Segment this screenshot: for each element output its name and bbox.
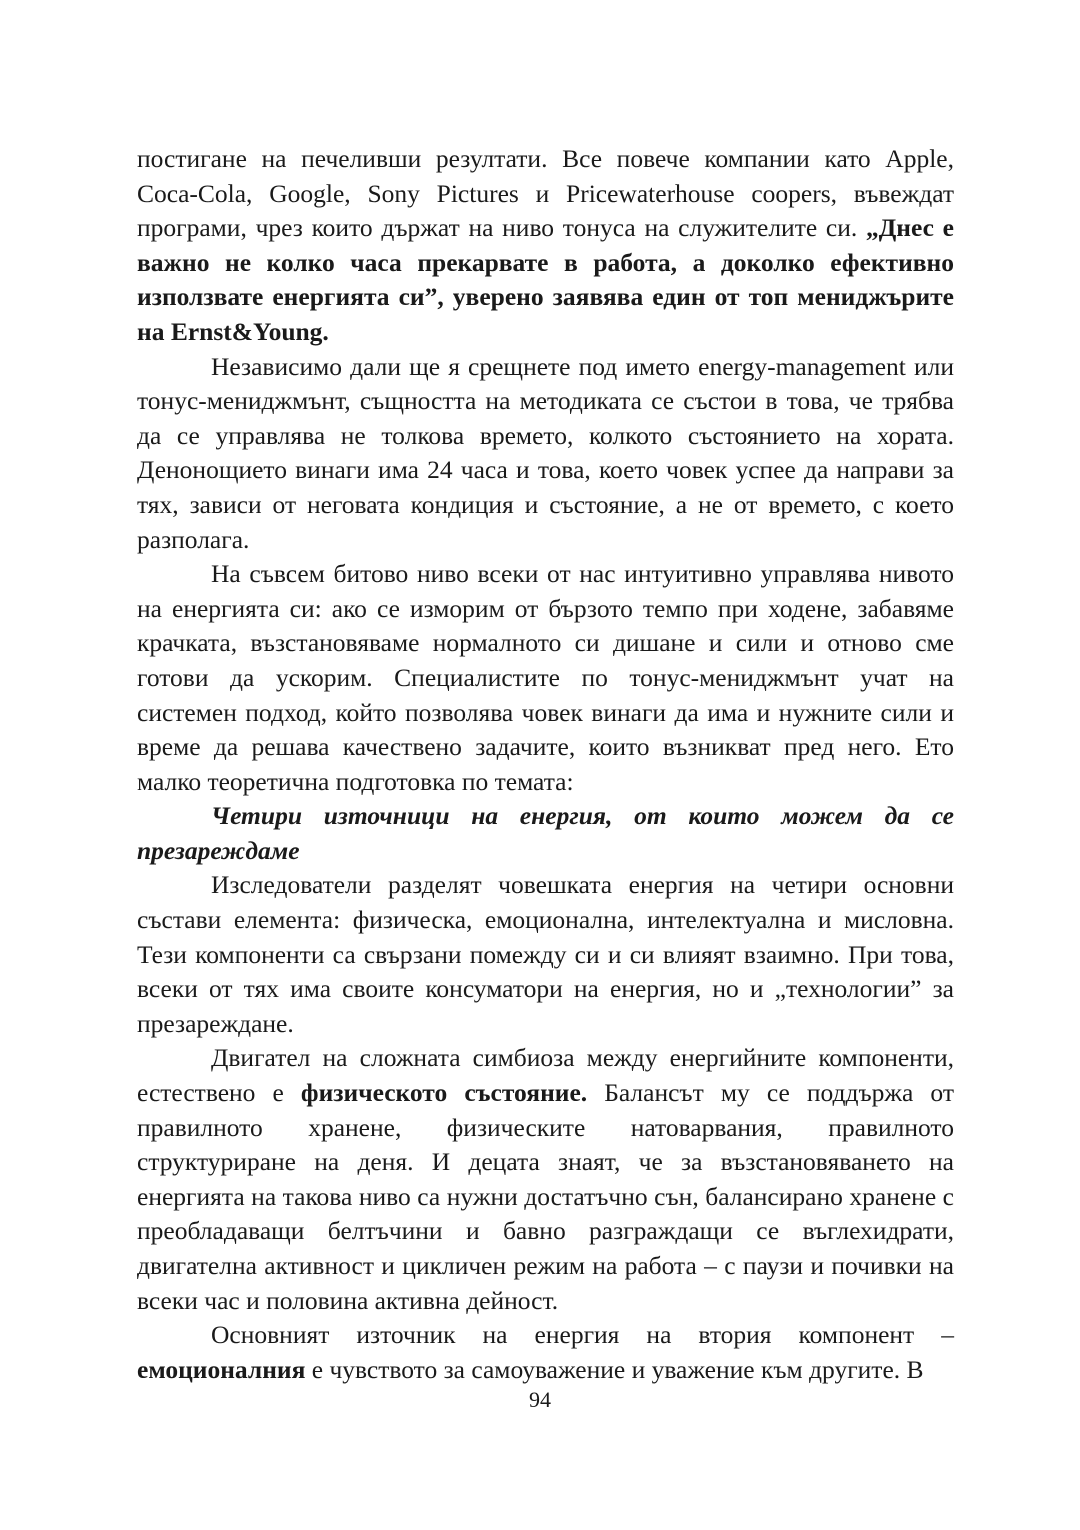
paragraph-four-components: Изследователи разделят човешката енергия на четири основни състави елемента: физическа, емоционална, интелектуална и мисловна. Тези компоненти са свързани помежду си и си влияят взаимно. При това, всеки от тях има своите консуматори на енергия, но и „технологии” за презареждане.	[137, 870, 954, 1038]
page-number: 94	[529, 1387, 551, 1412]
section-heading: Четири източници на енергия, от които можем да се презареждаме	[137, 801, 954, 865]
paragraph-text: Балансът му се поддържа от правилното хранене, физическите натоварвания, правилното структуриране на деня. И децата знаят, че за възстановяването на енергията на такова ниво са нужни достатъчно сън, балансирано хранене с преобладаващи белтъчини и бавно разграждащи се въглехидрати, двигателна активност и цикличен режим на работа – с паузи и почивки на всеки час и половина активна дейност.	[137, 1078, 954, 1315]
bold-quote: „Днес е важно не колко часа прекарвате в работа, а доколко ефективно използвате енергията си”, уверено заявява един от топ мениджърите на Ernst&Young.	[137, 213, 954, 346]
paragraph-emotional	[137, 1318, 954, 1387]
bold-term: емоционалния	[137, 1354, 306, 1384]
paragraph-text: Основният източник на енергия на втория компонент –	[211, 1320, 954, 1350]
paragraph-text: постигане на печеливши резултати. Все повече компании като Apple, Coca-Cola, Google, Sony Pictures и Pricewaterhouse coopers, въвеждат програми, чрез които държат на ниво тонуса на служителите си.	[137, 144, 954, 243]
paragraph-continued	[137, 142, 954, 350]
paragraph-everyday-level: На съвсем битово ниво всеки от нас интуитивно управлява нивото на енергията си: ако се изморим от бързото темпо при ходене, забавяме крачката, възстановяваме нормалното си дишане и сили и отново сме готови да ускорим. Специалистите по тонус-мениджмънт учат на системен подход, който позволява човек винаги да има и нужните сили и време да решава качествено задачите, които възникват пред него. Ето малко теоретична подготовка по темата:	[137, 559, 954, 796]
paragraph-text: Двигател на сложната симбиоза между енергийните компоненти, естествено е	[137, 1043, 954, 1108]
paragraph-text: е чувството за самоуважение и уважение към другите. В	[305, 1354, 924, 1384]
page-body	[137, 142, 954, 1387]
paragraph-energy-management: Независимо дали ще я срещнете под името energy-management или тонус-мениджмънт, същността на методиката се състои в това, че трябва да се управлява не толкова времето, колкото състоянието на хората. Денонощието винаги има 24 часа и това, което човек успее да направи за тях, зависи от неговата кондиция и състояние, а не от времето, с което разполага.	[137, 351, 954, 554]
paragraph-physical-state	[137, 1041, 954, 1318]
bold-term: физическото състояние.	[300, 1078, 588, 1108]
